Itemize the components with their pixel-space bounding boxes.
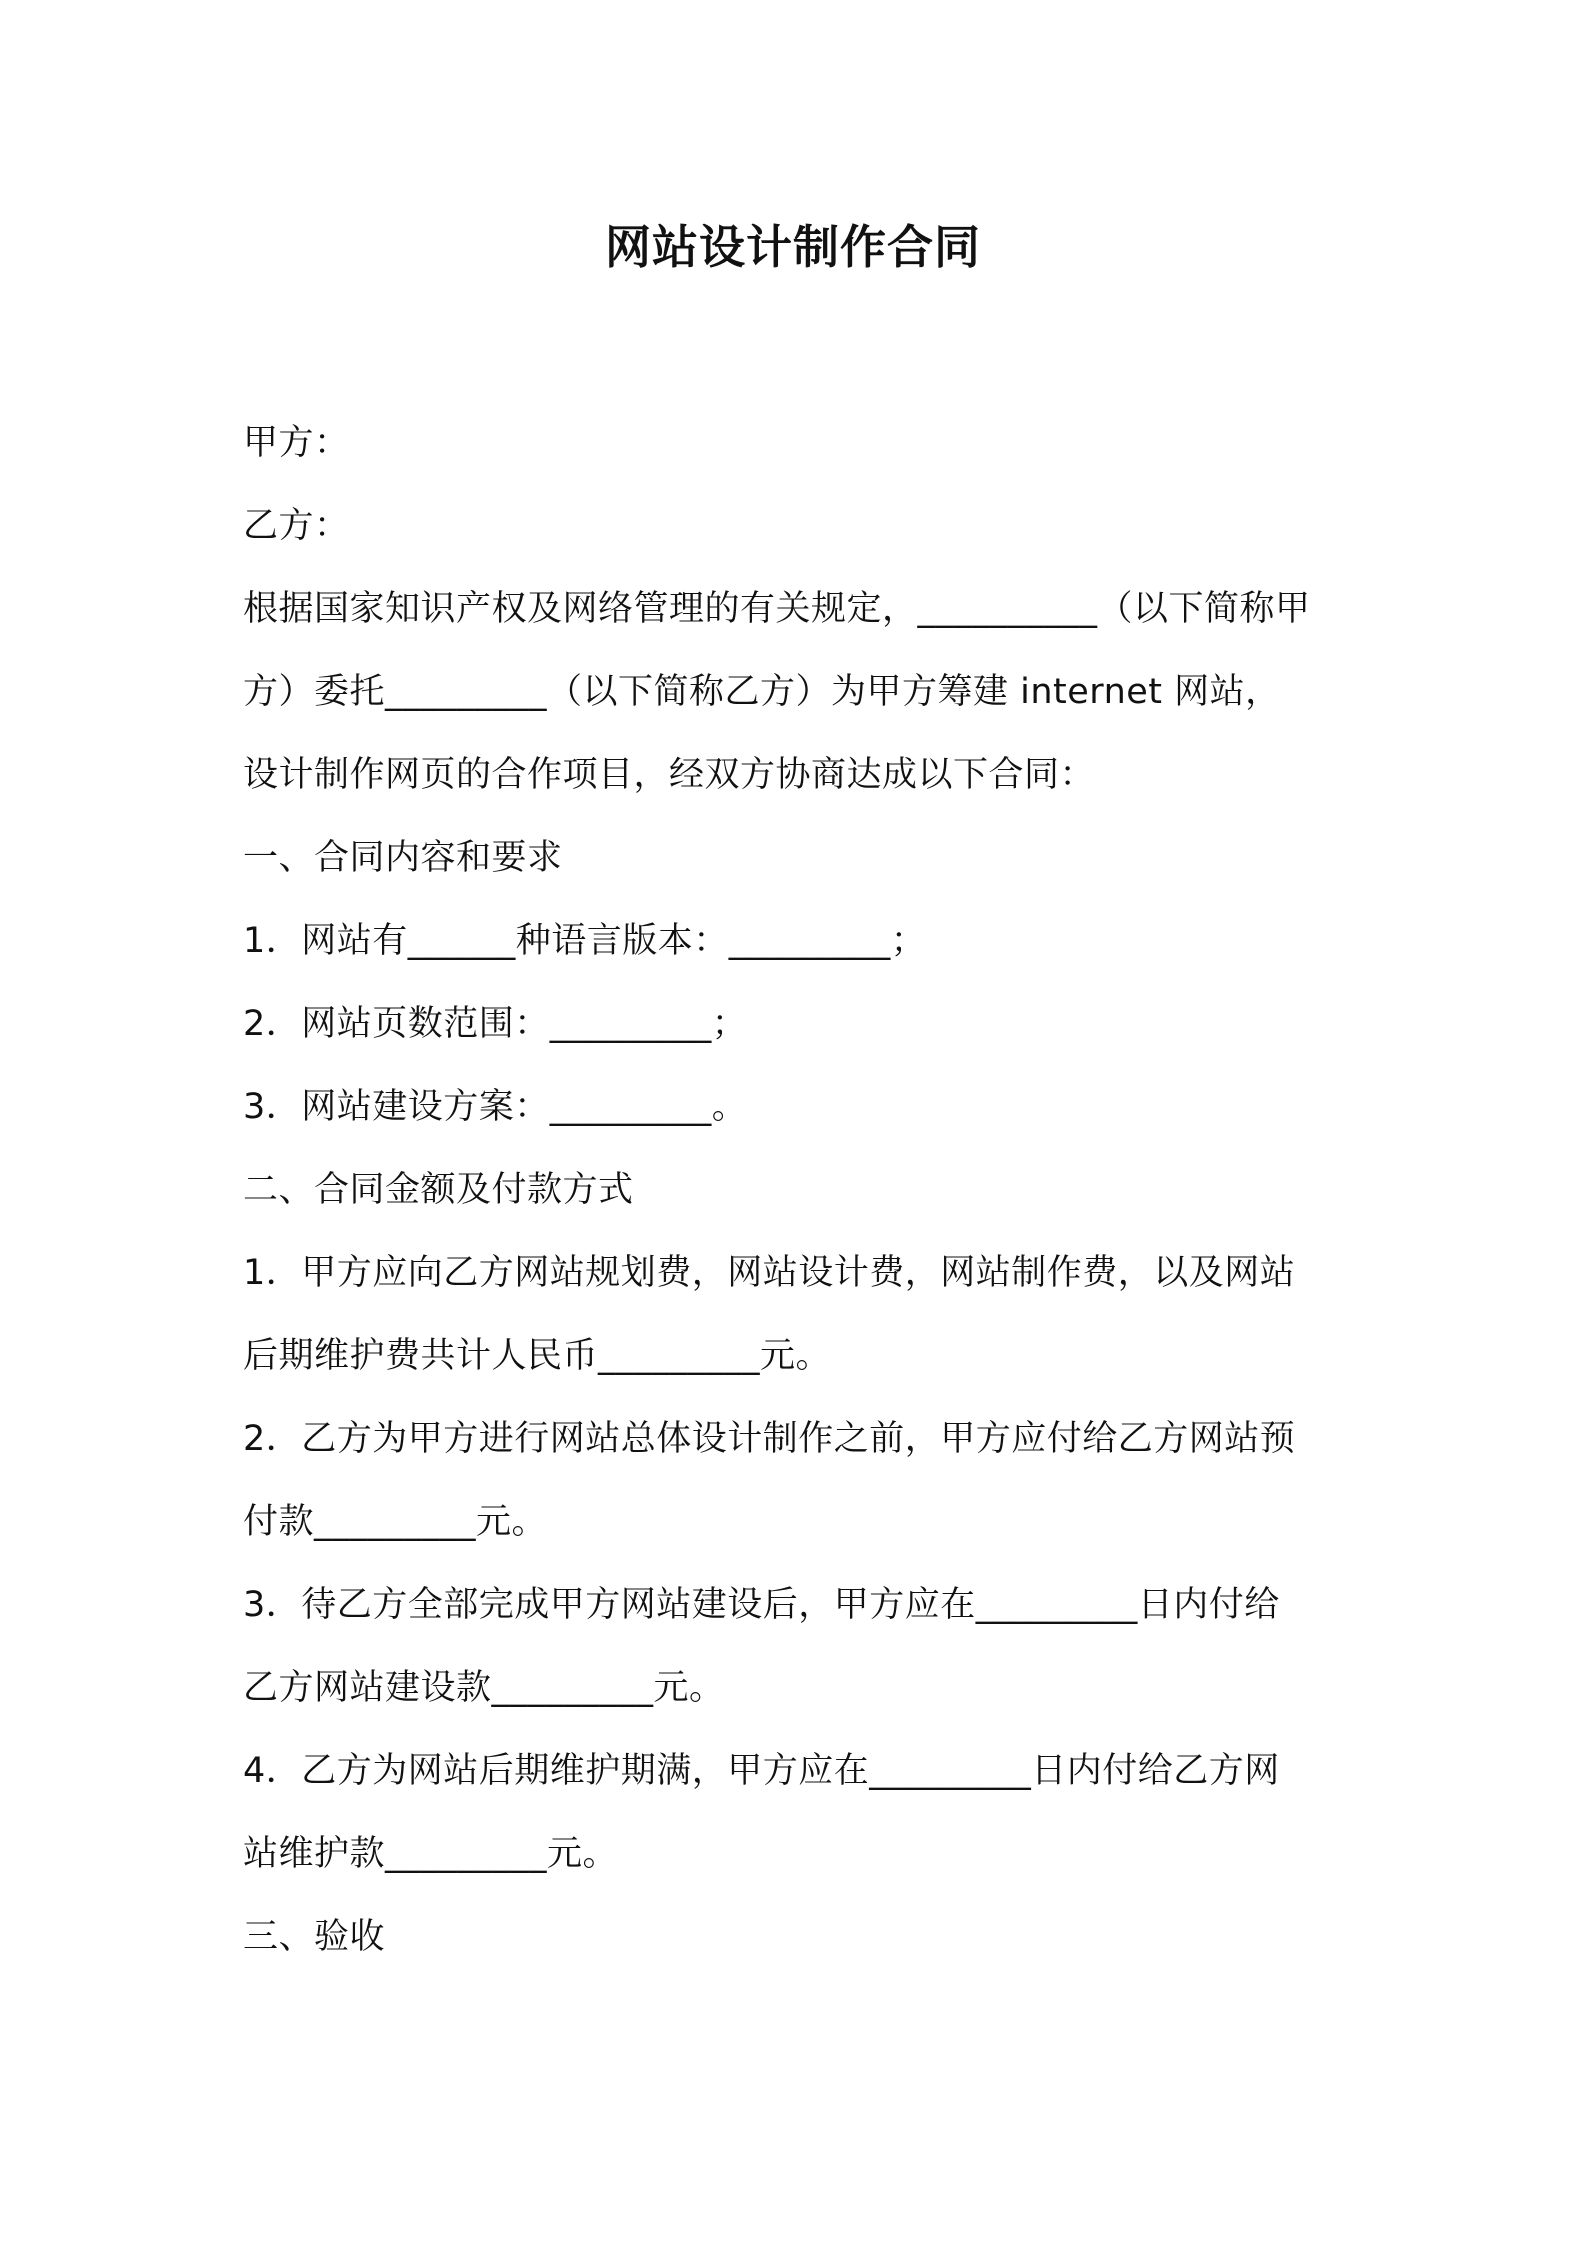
preamble-line-1: 根据国家知识产权及网络管理的有关规定，__________（以下简称甲	[243, 589, 1311, 629]
preamble-line-3: 设计制作网页的合作项目，经双方协商达成以下合同：	[243, 755, 1096, 795]
clause-2-2-line-2: 付款_________元。	[243, 1502, 548, 1542]
clause-2-2-line-1: 2．乙方为甲方进行网站总体设计制作之前，甲方应付给乙方网站预	[243, 1419, 1296, 1459]
clause-1-3: 3．网站建设方案：_________。	[243, 1087, 748, 1127]
clause-1-1: 1．网站有______种语言版本：_________；	[243, 921, 927, 961]
party-a-line: 甲方：	[243, 423, 350, 463]
clause-2-3-line-2: 乙方网站建设款_________元。	[243, 1668, 725, 1708]
section-heading-3: 三、验收	[243, 1917, 386, 1957]
preamble-line-2: 方）委托_________（以下简称乙方）为甲方筹建 internet 网站，	[243, 672, 1281, 712]
section-heading-2: 二、合同金额及付款方式	[243, 1170, 634, 1210]
party-b-line: 乙方：	[243, 506, 350, 546]
section-heading-1: 一、合同内容和要求	[243, 838, 563, 878]
clause-1-2: 2．网站页数范围：_________；	[243, 1004, 748, 1044]
clause-2-4-line-1: 4．乙方为网站后期维护期满，甲方应在_________日内付给乙方网	[243, 1751, 1280, 1791]
document-title: 网站设计制作合同	[605, 220, 981, 274]
clause-2-1-line-2: 后期维护费共计人民币_________元。	[243, 1336, 832, 1376]
clause-2-4-line-2: 站维护款_________元。	[243, 1834, 619, 1874]
clause-2-1-line-1: 1．甲方应向乙方网站规划费，网站设计费，网站制作费，以及网站	[243, 1253, 1296, 1293]
clause-2-3-line-1: 3．待乙方全部完成甲方网站建设后，甲方应在_________日内付给	[243, 1585, 1280, 1625]
document-body	[243, 402, 1353, 1979]
